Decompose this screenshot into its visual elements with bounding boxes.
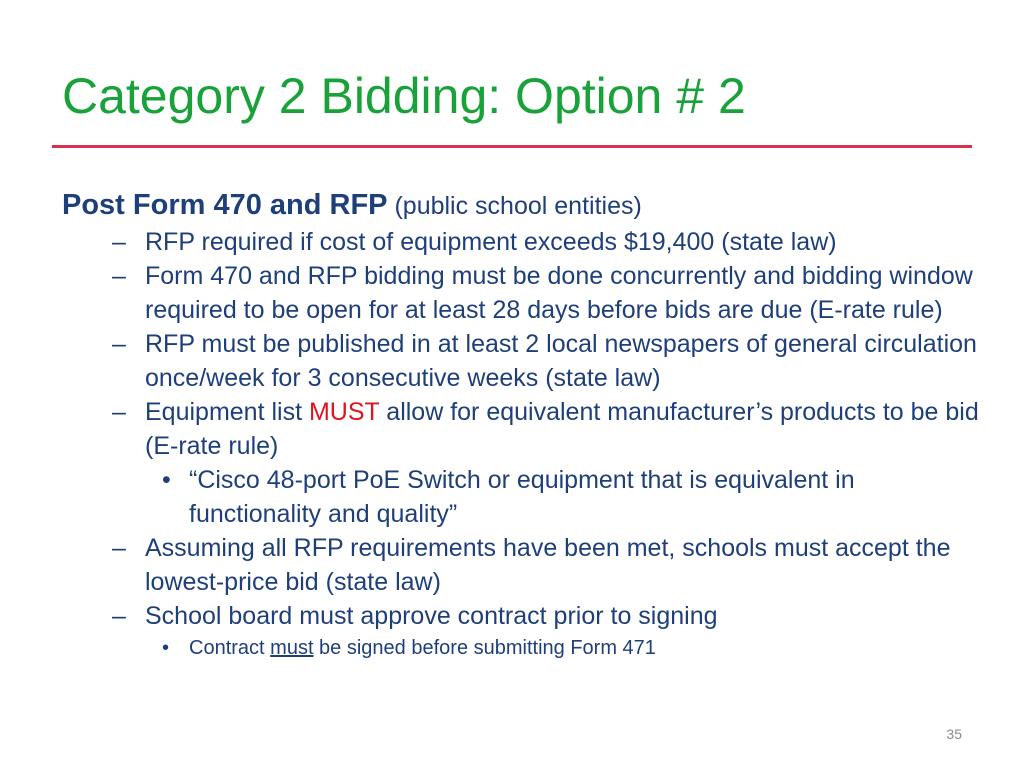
dash-bullet-icon: –: [112, 602, 126, 630]
list-item: [62, 225, 982, 259]
sub-list-item-text-post: be signed before submitting Form 471: [313, 637, 656, 659]
section-heading-note: (public school entities): [394, 192, 642, 220]
list-item: [62, 259, 982, 327]
title-divider: [52, 145, 972, 148]
sub-list-item-text: “Cisco 48-port PoE Switch or equipment that is equivalent in functionality and quality”: [189, 466, 855, 528]
list-item-text: Form 470 and RFP bidding must be done concurrently and bidding window required to be open for at least 28 days before bids are due (E-rate rule): [145, 262, 973, 324]
section-heading: [62, 186, 982, 225]
dash-bullet-icon: –: [112, 398, 126, 426]
list-item-text: RFP required if cost of equipment exceeds $19,400 (state law): [145, 228, 837, 256]
page-number: 35: [946, 726, 962, 742]
list-item-emphasis: MUST: [308, 398, 380, 426]
bullet-list: [62, 531, 982, 633]
list-item: [62, 327, 982, 395]
list-item: [62, 599, 982, 633]
sub-list-item-text-pre: Contract: [189, 637, 271, 659]
sub-bullet-list: [62, 633, 982, 663]
dash-bullet-icon: –: [112, 262, 126, 290]
sub-list-item-emphasis: must: [270, 637, 314, 659]
dot-bullet-icon: •: [162, 637, 170, 659]
list-item-text-pre: Equipment list: [145, 398, 309, 426]
slide-title: Category 2 Bidding: Option # 2: [62, 68, 746, 124]
list-item-text: RFP must be published in at least 2 local newspapers of general circulation once/week for 3 consecutive weeks (state law): [145, 330, 977, 392]
dot-bullet-icon: •: [162, 466, 171, 494]
list-item: [62, 395, 982, 463]
list-item-text: School board must approve contract prior to signing: [145, 602, 718, 630]
sub-list-item: [62, 463, 982, 531]
section-heading-bold: Post Form 470 and RFP: [62, 189, 388, 221]
list-item-text: Assuming all RFP requirements have been met, schools must accept the lowest-price bid (state law): [145, 534, 951, 596]
dash-bullet-icon: –: [112, 228, 126, 256]
slide-body: [62, 186, 982, 663]
list-item-text-post: allow for equivalent manufacturer’s products to be bid (E-rate rule): [145, 398, 979, 460]
sub-list-item: [62, 633, 982, 663]
sub-bullet-list: [62, 463, 982, 531]
list-item: [62, 531, 982, 599]
dash-bullet-icon: –: [112, 330, 126, 358]
dash-bullet-icon: –: [112, 534, 126, 562]
bullet-list: [62, 225, 982, 463]
